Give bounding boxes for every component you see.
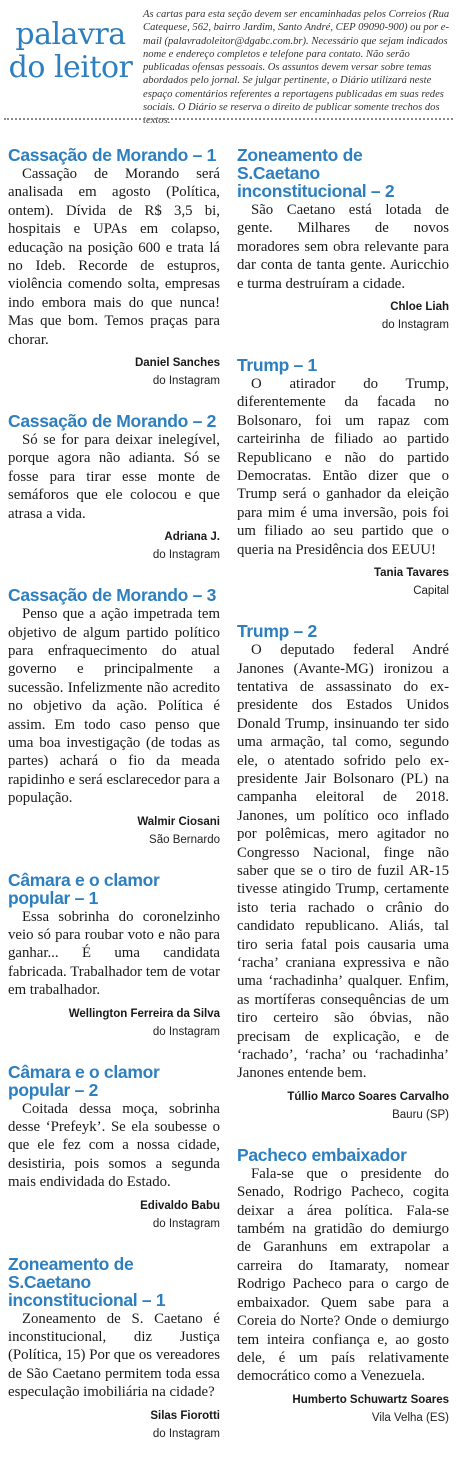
letter-body: Coitada dessa moça, sobrinha desse ‘Prefeyk’. Se ela soubesse o que ele fez com a nossa cidade, desistiria, pois somos a segunda mais endividada do Estado. xyxy=(8,1100,220,1191)
letter-author: Wellington Ferreira da Silva xyxy=(68,1007,220,1020)
letter-trump-2 xyxy=(237,622,449,1122)
letter-origin: São Bernardo xyxy=(149,833,220,846)
letter-title: Cassação de Morando – 1 xyxy=(8,145,217,165)
letter-pacheco xyxy=(237,1146,449,1425)
letter-origin: Capital xyxy=(413,585,449,598)
letter-author: Edivaldo Babu xyxy=(140,1199,220,1212)
right-column xyxy=(237,146,449,1449)
letter-origin: do Instagram xyxy=(152,375,220,388)
letter-origin: Bauru (SP) xyxy=(392,1108,449,1121)
left-column xyxy=(8,146,220,1465)
letter-author: Túllio Marco Soares Carvalho xyxy=(287,1090,449,1103)
letter-title: Cassação de Morando – 2 xyxy=(8,411,217,432)
letter-origin: Vila Velha (ES) xyxy=(371,1411,449,1424)
submission-notice: As cartas para esta seção devem ser encaminhadas pelos Correios (Rua Catequese, 562, bairro Jardim, Santo André, CEP 09090-900) ou por e-mail (palavradoleitor@dgabc.com.br). Necessário que sejam indicados nome e endereço completos e telefone para contato. Não serão publicadas ofensas pessoais. Os assuntos devem versar sobre temas abordados pelo jornal. Se julgar pertinente, o Diário utilizará neste espaço comentários referentes a reportagens publicadas em suas redes sociais. O Diário se reserva o direito de publicar somente trechos dos textos. xyxy=(143,9,450,127)
letter-cassacao-3 xyxy=(8,586,220,846)
section-header xyxy=(0,0,457,127)
letter-title: Pacheco embaixador xyxy=(237,1144,407,1165)
letter-author: Walmir Ciosani xyxy=(137,815,220,828)
letter-origin: do Instagram xyxy=(381,319,449,332)
letter-author: Chloe Liah xyxy=(390,301,449,314)
letter-zoneamento-2 xyxy=(237,146,449,332)
letter-title: Trump – 1 xyxy=(237,355,317,376)
letter-camara-1 xyxy=(8,871,220,1039)
letter-title: Zoneamento de S.Caetano inconstitucional – 2 xyxy=(237,145,395,201)
letter-author: Daniel Sanches xyxy=(134,357,220,370)
letter-body: Zoneamento de S. Caetano é inconstitucional, diz Justiça (Política, 15) Por que os vereadores de São Caetano permitem toda essa especulação imobiliária na cidade? xyxy=(8,1310,220,1401)
letter-title: Câmara e o clamor popular – 2 xyxy=(8,1061,160,1100)
letter-body: O deputado federal André Janones (Avante-MG) ironizou a tentativa de assassinato do ex-presidente dos Estados Unidos Donald Trump, insinuando ter sido uma armação, tal como, segundo ele, o atentado sofrido pelo ex-presidente Jair Bolsonaro (PL) na campanha eleitoral de 2018. Janones, um político oco inflado por polêmicas, mero agitador no Congresso Nacional, finge não saber que se o tiro de fuzil AR-15 tivesse atingido Trump, certamente isto teria rachado o crânio do candidato republicano. Aliás, tal tiro seria fatal pois causaria uma ‘racha’ craniana expressiva e não uma ‘rachadinha’ qualquer. Enfim, as mortíferas consequências de um tiro certeiro são óbvias, não precisam de explicação, e de ‘rachado’, ‘racha’ ou ‘rachadinha’ Janones entende bem. xyxy=(237,642,449,1082)
letter-body: Cassação de Morando será analisada em agosto (Política, ontem). Dívida de R$ 3,5 bi, hospitais e UPAs em colapso, educação na posição 600 e trata lá no Ideb. Recorde de estupros, violência comendo solta, empresas indo embora mais do que nunca! Mas que bom. Temos praças para chorar. xyxy=(8,166,220,348)
letter-author: Silas Fiorotti xyxy=(150,1409,220,1422)
letter-title: Câmara e o clamor popular – 1 xyxy=(8,869,160,908)
letter-body: Só se for para deixar inelegível, porque agora não adianta. Só se fosse para tirar esse monte de semáforos que ele colocou e que atrasa a vida. xyxy=(8,432,220,522)
letter-origin: do Instagram xyxy=(152,1025,220,1038)
letter-body: São Caetano está lotada de gente. Milhares de novos moradores sem obra relevante para dar conta de tanta gente. Auricchio e turma destruíram a cidade. xyxy=(237,202,449,292)
letter-title: Trump – 2 xyxy=(237,621,317,642)
letter-zoneamento-1 xyxy=(8,1255,220,1441)
letter-title: Zoneamento de S.Caetano inconstitucional – 1 xyxy=(8,1253,166,1310)
letter-cassacao-1 xyxy=(8,146,220,388)
letter-camara-2 xyxy=(8,1063,220,1231)
letter-author: Humberto Schuwartz Soares xyxy=(292,1393,449,1406)
letter-title: Cassação de Morando – 3 xyxy=(8,585,217,606)
letter-body: Essa sobrinha do coronelzinho veio só para roubar voto e não para ganhar... É uma candidata fabricada. Trabalhador tem de votar em trabalhador. xyxy=(8,908,220,999)
dotted-divider xyxy=(4,118,453,120)
letter-author: Tania Tavares xyxy=(373,567,449,580)
letter-origin: do Instagram xyxy=(152,549,220,562)
letter-origin: do Instagram xyxy=(152,1427,220,1440)
letter-origin: do Instagram xyxy=(152,1217,220,1230)
letter-body: Fala-se que o presidente do Senado, Rodrigo Pacheco, cogita deixar a área política. Fala-se também na gratidão do demiurgo de Garanhuns em extrapolar a carreira do Itamaraty, nomear Rodrigo Pacheco para o cargo de embaixador. Quem sabe para a Coreia do Norte? Onde o demiurgo tem inteira confiança e, ao gosto dele, é um país relativamente democrático como a Venezuela. xyxy=(237,1165,449,1385)
letter-trump-1 xyxy=(237,356,449,598)
letter-author: Adriana J. xyxy=(164,531,220,544)
masthead-line-1: palavra xyxy=(15,17,126,52)
letter-body: O atirador do Trump, diferentemente da facada no Bolsonaro, foi um rapaz com carteirinha de filiado ao partido Republicano e não do partido Democratas. Então dizer que o Trump será o ganhador da eleição para mim é uma inversão, pois foi um filiado ao seu partido que o queria na Presidência dos EEUU! xyxy=(237,376,449,558)
section-masthead xyxy=(8,18,133,84)
letter-body: Penso que a ação impetrada tem objetivo de algum partido político para enfraquecimento do atual governo e principalmente a sucessão. Infelizmente não acredito no objetivo da ação. Política é assim. Em todo caso penso que uma boa investigação (de todas as partes) achará o fio da meada rapidinho e será esclarecedor para a população. xyxy=(8,606,220,807)
letter-cassacao-2 xyxy=(8,412,220,562)
masthead-line-2: do leitor xyxy=(8,50,133,85)
